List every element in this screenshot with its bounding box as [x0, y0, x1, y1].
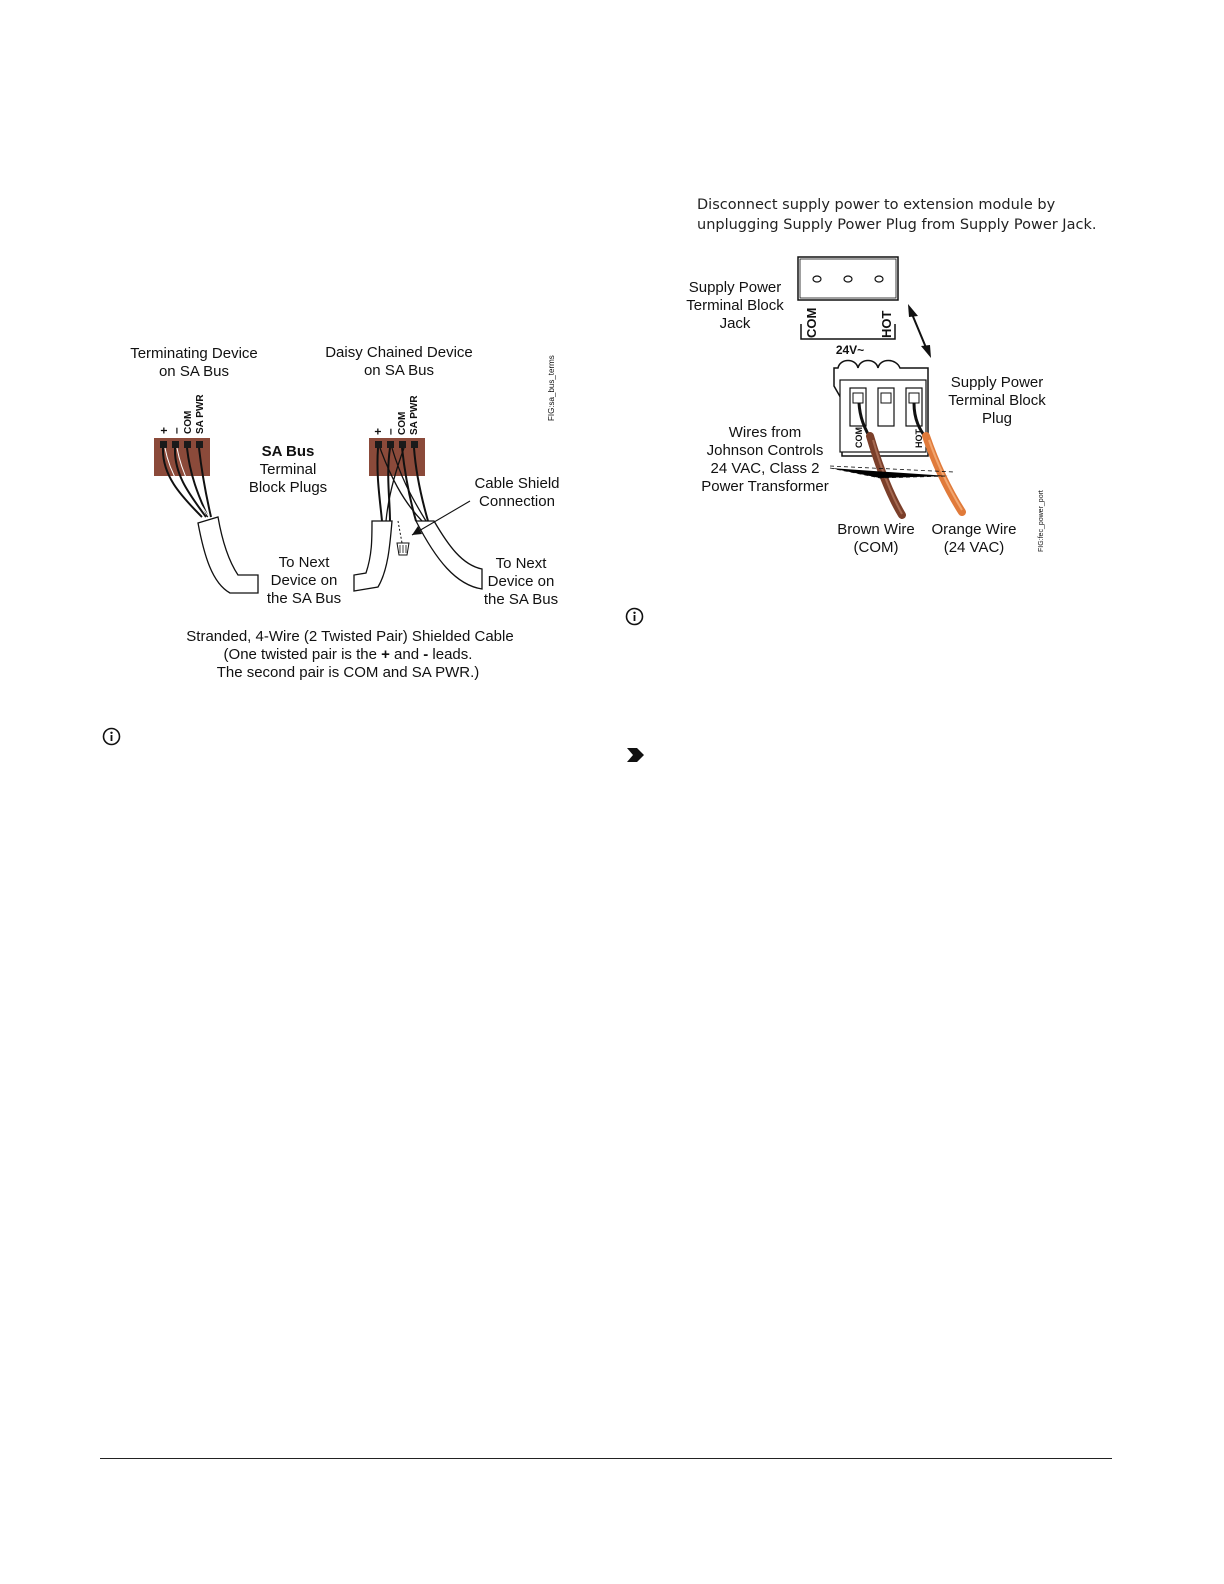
next-device-right-1: To Next [495, 555, 547, 572]
info-icon [625, 607, 644, 626]
sa-bus-block-plugs-label: Block Plugs [248, 479, 328, 496]
cable-caption-line2: (One twisted pair is the + and - leads. [223, 646, 473, 663]
pin-sapwr-label: SA PWR [195, 394, 206, 434]
power-instruction-line2: unplugging Supply Power Plug from Supply Power Jack. [697, 217, 1097, 233]
sa-bus-terminal-label: Terminal [259, 461, 317, 478]
next-device-left-3: the SA Bus [266, 590, 342, 607]
wires-label-2: Johnson Controls [706, 442, 824, 459]
next-device-left-1: To Next [278, 554, 330, 571]
plug-hot-label: HOT [914, 429, 924, 448]
plug-label-3: Plug [981, 410, 1013, 427]
daisy-chained-label: Daisy Chained Device [325, 344, 473, 361]
fig-id-power: FIG:fec_power_port [1038, 490, 1045, 552]
pin-plus-label: + [157, 426, 171, 434]
plug-label-1: Supply Power [950, 374, 1044, 391]
fig-id-sa-bus: FIG:sa_bus_terms [547, 355, 556, 421]
wires-label-3: 24 VAC, Class 2 [710, 460, 820, 477]
supply-power-jack [798, 257, 898, 357]
right-terminal-block [354, 395, 482, 591]
cable-caption-line3: The second pair is COM and SA PWR.) [216, 664, 480, 681]
pin-minus-label: – [169, 427, 183, 434]
orange-wire-vac-label: (24 VAC) [943, 539, 1005, 556]
pin-com-label-2: COM [397, 411, 408, 435]
brown-wire-com-label: (COM) [853, 539, 899, 556]
terminating-device-label-2: on SA Bus [158, 363, 230, 380]
orange-wire-label: Orange Wire [931, 521, 1017, 538]
terminating-device-label: Terminating Device [130, 345, 258, 362]
footer-divider [100, 1458, 1112, 1459]
info-icon [102, 727, 121, 746]
sa-bus-title: SA Bus [261, 443, 315, 460]
power-instruction [697, 195, 1117, 235]
sa-bus-wiring-figure [110, 335, 590, 695]
chevron-right-icon [627, 748, 645, 762]
supply-power-plug [834, 361, 928, 457]
wires-label-4: Power Transformer [701, 478, 829, 495]
jack-com-label: COM [804, 307, 819, 338]
cable-shield-connection-label: Connection [479, 493, 555, 510]
plug-direction-arrow [908, 304, 931, 358]
left-terminal-block [154, 394, 258, 593]
pin-com-label: COM [183, 410, 194, 434]
cable-caption-line1: Stranded, 4-Wire (2 Twisted Pair) Shielded Cable [186, 628, 514, 645]
plug-com-label: COM [854, 427, 864, 448]
jack-hot-label: HOT [879, 310, 894, 338]
pin-plus-label-2: + [371, 427, 385, 435]
jack-label-1: Supply Power [688, 279, 782, 296]
voltage-label: 24V~ [835, 343, 865, 357]
supply-power-figure [680, 250, 1060, 560]
pin-minus-label-2: – [383, 428, 397, 435]
next-device-right-3: the SA Bus [483, 591, 559, 608]
daisy-chained-label-2: on SA Bus [363, 362, 435, 379]
cable-shield-label: Cable Shield [474, 475, 560, 492]
wires-label-1: Wires from [728, 424, 802, 441]
plug-label-2: Terminal Block [948, 392, 1046, 409]
next-device-right-2: Device on [487, 573, 555, 590]
pin-sapwr-label-2: SA PWR [409, 395, 420, 435]
brown-wire-label: Brown Wire [837, 521, 915, 538]
next-device-left-2: Device on [270, 572, 338, 589]
power-instruction-line1: Disconnect supply power to extension module by [697, 197, 1056, 213]
jack-label-3: Jack [719, 315, 751, 332]
jack-label-2: Terminal Block [686, 297, 784, 314]
